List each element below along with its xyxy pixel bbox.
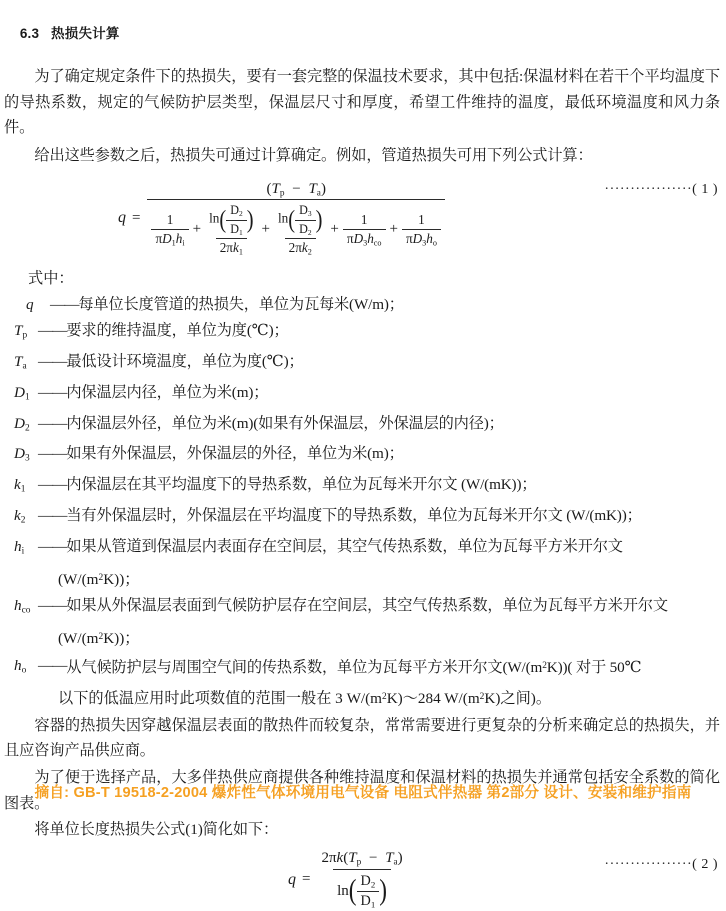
definition-symbol: $D_1$	[14, 383, 30, 403]
definition-dash: ——	[38, 414, 67, 432]
definition-item	[12, 534, 720, 565]
equation-1-dots: ·················	[604, 182, 693, 198]
paragraph-1: 为了确定规定条件下的热损失，要有一套完整的保温技术要求，其中包括:保温材料在若干个平均温度下的导热系数，规定的气候防护层类型，保温层尺寸和厚度，希望工件维持的温度，最低环境温度和风力条件。	[4, 68, 720, 137]
definition-text: 当有外保温层时，外保温层在平均温度下的导热系数，单位为瓦每米开尔文 (W/(mK))；	[66, 507, 642, 525]
equation-1-body	[118, 181, 445, 256]
page-title	[4, 4, 726, 64]
definition-continuation	[12, 683, 720, 711]
definition-text: 如果从外保温层表面到气候防护层存在空间层，其空气传热系数，单位为瓦每平方米开尔文	[66, 597, 668, 615]
definition-item	[12, 292, 720, 318]
definition-text: 如果有外保温层，外保温层的外径，单位为米(m)；	[66, 445, 404, 463]
definition-symbol: $h_o$	[14, 656, 27, 676]
definition-item	[12, 503, 720, 534]
definition-item	[12, 349, 720, 380]
definition-item	[12, 472, 720, 503]
equation-1-leader	[604, 182, 718, 198]
denom-term-4	[343, 212, 386, 247]
equation-2-fraction	[317, 850, 406, 910]
equation-1-numerator: $(T_p - T_a)$	[266, 180, 326, 199]
definition-continuation-text: $(W/(m^2K))$；	[58, 630, 140, 648]
definition-dash: ——	[38, 445, 67, 463]
denom-term-1	[151, 212, 188, 247]
equation-2	[0, 849, 726, 911]
definition-symbol: $T_p$	[14, 322, 28, 341]
denom-plus-4: +	[389, 221, 398, 238]
paragraph-5: 将单位长度热损失公式(1)简化如下：	[34, 821, 279, 839]
definition-item	[12, 411, 720, 442]
definition-symbol: $k_1$	[14, 476, 26, 495]
definition-symbol: $h_{co}$	[14, 597, 31, 616]
equation-2-denominator: ln( $\frac{D_2}{D_1}$ )	[333, 869, 391, 910]
definition-symbol: $T_a$	[14, 353, 27, 372]
section-title: 热损失计算	[51, 26, 120, 41]
equation-2-body	[288, 850, 407, 910]
denom-plus-3: +	[330, 221, 339, 238]
denom-term-4-den: $\pi D_3h_{co}$	[343, 229, 386, 247]
equation-1-number: ( 1 )	[692, 182, 718, 198]
denom-plus-1: +	[192, 221, 202, 238]
definition-dash: ——	[38, 537, 67, 555]
equation-2-leader	[604, 857, 718, 873]
definition-text: 内保温层外径，单位为米(m)(如果有外保温层，外保温层的内径)；	[66, 414, 504, 432]
denom-term-5	[402, 212, 441, 247]
definition-dash: ——	[50, 295, 79, 313]
equation-2-numerator: $2\pi k(T_p - T_a)$	[321, 849, 403, 868]
equation-1	[0, 172, 726, 264]
where-label: 式中：	[28, 270, 74, 288]
denom-plus-2: +	[261, 221, 270, 238]
definition-symbol: $D_3$	[14, 445, 30, 465]
definition-item	[12, 653, 720, 684]
definition-item	[12, 441, 720, 472]
document-page	[0, 4, 726, 909]
definition-dash: ——	[38, 353, 67, 370]
definition-text: 要求的维持温度，单位为度(℃)；	[66, 322, 289, 340]
definition-continuation-text: 以下的低温应用时此项数值的范围一般在 3 $W/(m^2K)\sim 284$ $W/(m^2K)$之间)。	[58, 689, 552, 707]
definition-item	[12, 318, 720, 349]
definition-symbol: $k_2$	[14, 507, 26, 526]
definition-continuation	[12, 624, 720, 652]
denom-term-2-num: ln( $\frac{D_2}{D_1}$ )	[209, 203, 254, 237]
paragraph-3: 容器的热损失因穿越保温层表面的散热件而较复杂，常常需要进行更复杂的分析来确定总的热损失，并且应咨询产品供应商。	[4, 716, 720, 760]
definition-continuation	[12, 565, 720, 593]
equation-2-number: ( 2 )	[692, 856, 718, 872]
definition-dash: ——	[38, 383, 67, 401]
equation-1-denominator	[147, 199, 444, 255]
equation-2-dots: ·················	[604, 856, 693, 872]
heading-spacer	[39, 26, 51, 41]
source-footer: 摘自: GB-T 19518-2-2004 爆炸性气体环境用电气设备 电阻式伴热器 第2部分 设计、安装和维护指南	[34, 785, 692, 801]
denom-term-5-den: $\pi D_3h_o$	[402, 229, 441, 247]
definition-text: 最低设计环境温度，单位为度(℃)；	[66, 353, 304, 370]
denom-term-1-num: 1	[166, 212, 174, 228]
definition-dash: ——	[38, 597, 67, 615]
denom-term-3-num: ln( $\frac{D_3}{D_2}$ )	[278, 203, 323, 237]
denom-term-4-num: 1	[360, 212, 368, 228]
definition-list	[0, 292, 726, 712]
paragraph-4: 为了便于选择产品，大多伴热供应商提供各种维持温度和保温材料的热损失并通常包括安全系数的简化图表。	[4, 768, 720, 812]
denom-term-3-den: $2\pi k_2$	[285, 238, 316, 256]
equation-1-equals: =	[132, 209, 141, 226]
denom-term-3	[274, 203, 326, 255]
definition-continuation-text: $(W/(m^2K))$；	[58, 571, 140, 589]
definition-item	[12, 593, 720, 624]
definition-item	[12, 380, 720, 411]
definition-dash: ——	[38, 322, 67, 340]
definition-text: 每单位长度管道的热损失，单位为瓦每米(W/m)；	[78, 295, 404, 313]
definition-symbol: $h_i$	[14, 537, 25, 557]
definition-text: 内保温层内径，单位为米(m)；	[66, 383, 269, 401]
definition-text: 内保温层在其平均温度下的导热系数，单位为瓦每米开尔文 (W/(mK))；	[66, 476, 537, 494]
definition-dash: ——	[38, 476, 67, 494]
denom-term-2	[205, 203, 257, 255]
denom-term-2-den: $2\pi k_1$	[216, 238, 247, 256]
definition-text: 如果从管道到保温层内表面存在空间层，其空气传热系数，单位为瓦每平方米开尔文	[66, 537, 623, 555]
equation-2-lhs: q	[288, 870, 296, 888]
denom-term-1-den: $\pi D_1h_i$	[151, 229, 188, 247]
equation-1-lhs: q	[118, 209, 126, 227]
definition-dash: ——	[38, 507, 67, 525]
section-number: 6.3	[19, 26, 40, 41]
definition-text: 从气候防护层与周围空气间的传热系数，单位为瓦每平方米开尔文$(W/(m^2K))$( 对于 50℃	[66, 658, 642, 676]
definition-symbol: $D_2$	[14, 414, 30, 434]
definition-dash: ——	[38, 656, 67, 674]
denom-term-5-num: 1	[418, 212, 425, 228]
equation-2-equals: =	[302, 871, 311, 888]
definition-symbol: q	[26, 295, 34, 313]
equation-1-fraction	[147, 181, 444, 256]
paragraph-2: 给出这些参数之后，热损失可通过计算确定。例如，管道热损失可用下列公式计算：	[34, 146, 593, 164]
